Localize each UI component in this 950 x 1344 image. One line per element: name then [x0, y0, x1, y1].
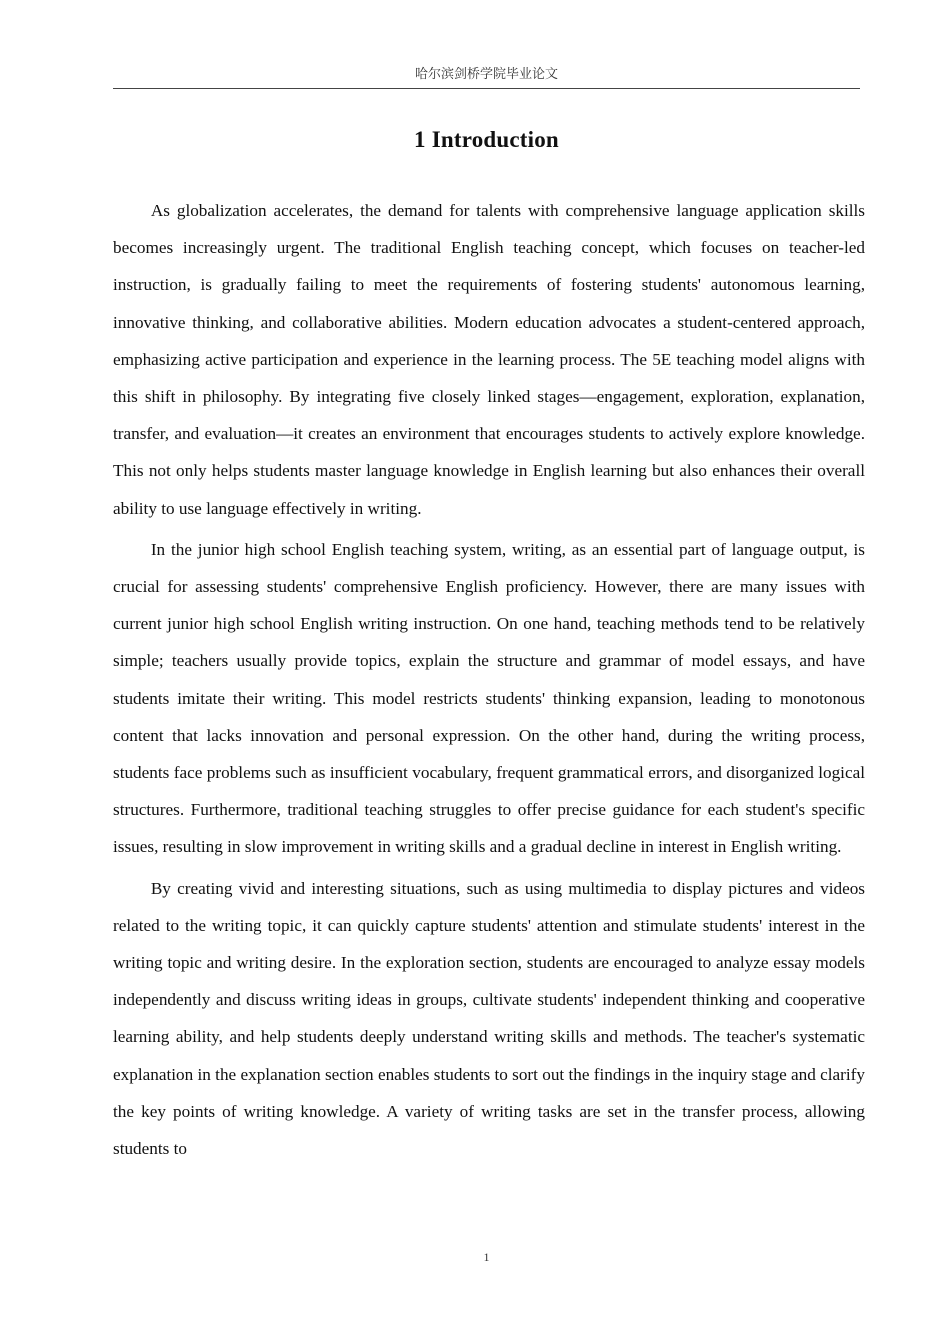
page-number: 1: [483, 1250, 490, 1264]
paragraph: As globalization accelerates, the demand for talents with comprehensive language application skills becomes increasingly urgent. The traditional English teaching concept, which focuses on teacher-led instruction, is gradually failing to meet the requirements of fostering students' autonomous learning, innovative thinking, and collaborative abilities. Modern education advocates a student-centered approach, emphasizing active participation and experience in the learning process. The 5E teaching model aligns with this shift in philosophy. By integrating five closely linked stages—engagement, exploration, explanation, transfer, and evaluation—it creates an environment that encourages students to actively explore knowledge. This not only helps students master language knowledge in English learning but also enhances their overall ability to use language effectively in writing.: [113, 201, 865, 518]
chapter-title: 1 Introduction: [414, 127, 559, 152]
body-text: [113, 192, 865, 1171]
paragraph: By creating vivid and interesting situations, such as using multimedia to display pictures and videos related to the writing topic, it can quickly capture students' attention and stimulate students' interest in the writing topic and writing desire. In the exploration section, students are encouraged to analyze essay models independently and discuss writing ideas in groups, cultivate students' independent thinking and cooperative learning ability, and help students deeply understand writing skills and methods. The teacher's systematic explanation in the explanation section enables students to sort out the findings in the inquiry stage and clarify the key points of writing knowledge. A variety of writing tasks are set in the transfer process, allowing students to: [113, 878, 865, 1159]
paragraph: In the junior high school English teaching system, writing, as an essential part of language output, is crucial for assessing students' comprehensive English proficiency. However, there are many issues with current junior high school English writing instruction. On one hand, teaching methods tend to be relatively simple; teachers usually provide topics, explain the structure and grammar of model essays, and have students imitate their writing. This model restricts students' thinking expansion, leading to monotonous content that lacks innovation and personal expression. On the other hand, during the writing process, students face problems such as insufficient vocabulary, frequent grammatical errors, and disorganized logical structures. Furthermore, traditional teaching struggles to offer precise guidance for each student's specific issues, resulting in slow improvement in writing skills and a gradual decline in interest in English writing.: [113, 539, 865, 857]
running-header: 哈尔滨剑桥学院毕业论文: [414, 67, 558, 82]
header-rule: [113, 88, 860, 89]
